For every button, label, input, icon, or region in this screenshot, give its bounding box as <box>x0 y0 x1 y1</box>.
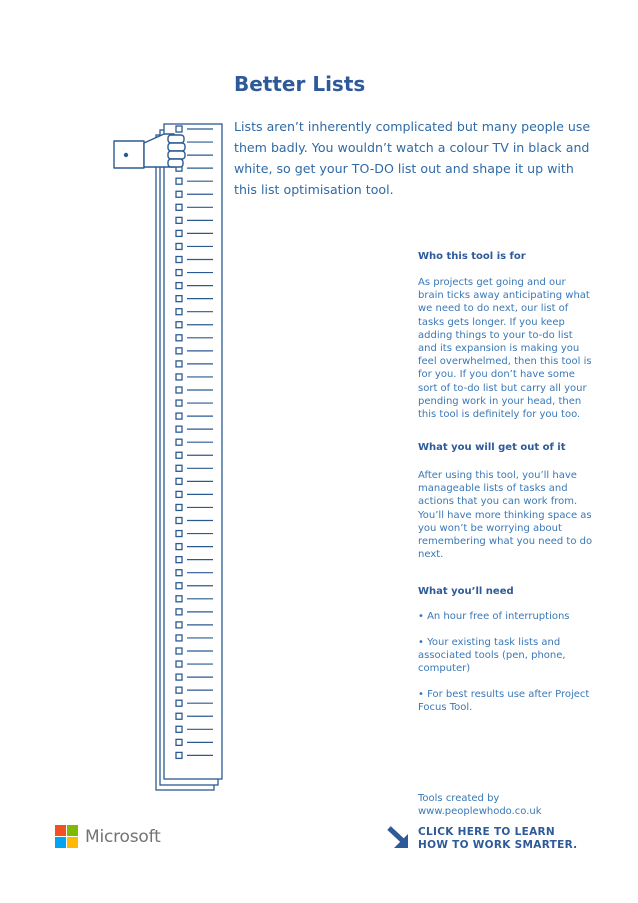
who-heading: Who this tool is for <box>418 251 526 262</box>
checkbox-icon <box>176 674 182 680</box>
logo-square-red <box>55 825 66 836</box>
checkbox-icon <box>176 126 182 132</box>
checkbox-icon <box>176 544 182 550</box>
finger-2 <box>168 143 185 151</box>
checkbox-icon <box>176 726 182 732</box>
checkbox-icon <box>176 400 182 406</box>
checkbox-icon <box>176 270 182 276</box>
checkbox-icon <box>176 531 182 537</box>
intro-paragraph: Lists aren’t inherently complicated but many people use them badly. You wouldn’t watch a colour TV in black and white, so get your TO-DO list out and shape it up with this list optimisation tool. <box>234 119 591 197</box>
checkbox-icon <box>176 426 182 432</box>
checkbox-icon <box>176 322 182 328</box>
checkbox-icon <box>176 661 182 667</box>
need-item: • An hour free of interruptions <box>418 611 570 622</box>
checkbox-icon <box>176 465 182 471</box>
finger-3 <box>168 151 185 159</box>
need-item: • For best results use after Project Focus Tool. <box>418 689 590 714</box>
microsoft-logo <box>55 825 161 848</box>
checkbox-icon <box>176 635 182 641</box>
checkbox-icon <box>176 700 182 706</box>
checkbox-icon <box>176 230 182 236</box>
checkbox-icon <box>176 296 182 302</box>
get-heading: What you will get out of it <box>418 442 566 453</box>
checkbox-icon <box>176 387 182 393</box>
finger-4 <box>168 159 183 167</box>
paper-sheet-front <box>164 124 222 779</box>
cta-link[interactable] <box>418 826 577 852</box>
checkbox-icon <box>176 583 182 589</box>
logo-square-blue <box>55 837 66 848</box>
checkbox-icon <box>176 283 182 289</box>
credit-url[interactable]: www.peoplewhodo.co.uk <box>418 806 542 818</box>
checkbox-icon <box>176 752 182 758</box>
checkbox-icon <box>176 570 182 576</box>
microsoft-logo-icon <box>55 825 78 848</box>
checkbox-icon <box>176 452 182 458</box>
credit <box>418 792 542 818</box>
checkbox-icon <box>176 713 182 719</box>
checkbox-icon <box>176 191 182 197</box>
logo-square-green <box>67 825 78 836</box>
checkbox-icon <box>176 622 182 628</box>
finger-1 <box>168 135 184 143</box>
checkbox-icon <box>176 491 182 497</box>
cuff-button <box>124 153 128 157</box>
checkbox-icon <box>176 518 182 524</box>
checkbox-icon <box>176 309 182 315</box>
checkbox-icon <box>176 204 182 210</box>
microsoft-wordmark: Microsoft <box>85 826 161 847</box>
checkbox-icon <box>176 374 182 380</box>
need-item: • Your existing task lists and associated tools (pen, phone, computer) <box>418 637 566 675</box>
checkbox-icon <box>176 361 182 367</box>
checkbox-icon <box>176 439 182 445</box>
get-body: After using this tool, you’ll have manageable lists of tasks and actions that you can work from. You’ll have more thinking space as you won’t be worrying about remembering what you need to do next. <box>418 470 593 561</box>
hand-icon <box>114 134 185 168</box>
checkbox-icon <box>176 478 182 484</box>
checkbox-icon <box>176 217 182 223</box>
checkbox-icon <box>176 557 182 563</box>
cuff <box>114 141 144 168</box>
need-heading: What you’ll need <box>418 586 514 597</box>
checkbox-icon <box>176 335 182 341</box>
checkbox-icon <box>176 687 182 693</box>
checkbox-icon <box>176 609 182 615</box>
checkbox-icon <box>176 648 182 654</box>
checkbox-icon <box>176 348 182 354</box>
checkbox-icon <box>176 178 182 184</box>
cta-line-1[interactable]: CLICK HERE TO LEARN <box>418 826 555 838</box>
checkbox-icon <box>176 596 182 602</box>
checkbox-icon <box>176 739 182 745</box>
who-body: As projects get going and our brain ticks away anticipating what we need to do next, our list of tasks gets longer. If you keep adding things to your to-do list and its expansion is making you feel overwhelmed, then this tool is for you. If you don’t have some sort of to-do list but carry all your pending work in your head, then this tool is definitely for you too. <box>418 277 592 421</box>
checkbox-icon <box>176 243 182 249</box>
arrow-down-right-icon[interactable] <box>386 826 412 850</box>
cta-line-2[interactable]: HOW TO WORK SMARTER. <box>418 839 578 851</box>
page-title: Better Lists <box>234 72 366 96</box>
checkbox-icon <box>176 413 182 419</box>
logo-square-yellow <box>67 837 78 848</box>
credit-line: Tools created by <box>418 793 500 804</box>
checkbox-icon <box>176 257 182 263</box>
checklist-rows <box>176 126 213 758</box>
checkbox-icon <box>176 504 182 510</box>
